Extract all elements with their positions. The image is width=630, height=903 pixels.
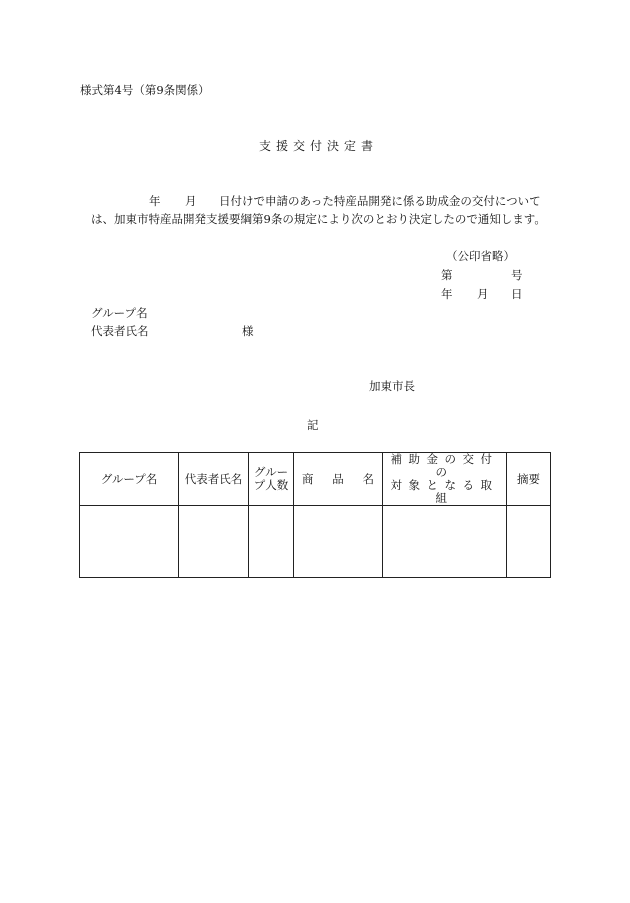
header-subsidy-target <box>383 453 507 506</box>
header-product-char-2: 品 <box>332 471 344 486</box>
header-rep-name: 代表者氏名 <box>179 453 249 506</box>
header-group-size-line-1: グルー <box>253 465 289 479</box>
cell-rep-name <box>179 506 249 578</box>
header-product-char-1: 商 <box>302 471 314 486</box>
header-product-name-text <box>294 473 382 486</box>
header-remarks: 摘要 <box>507 453 551 506</box>
issue-date-day: 日 <box>511 287 523 301</box>
cell-product-name <box>294 506 383 578</box>
table-header-row <box>80 453 551 506</box>
header-product-char-3: 名 <box>362 471 374 486</box>
header-group-size <box>249 453 294 506</box>
body-date-month: 月 <box>185 194 197 208</box>
form-number: 様式第4号（第9条関係） <box>80 83 210 97</box>
recipient-rep-label: 代表者氏名 <box>91 324 149 338</box>
issue-date-month: 月 <box>477 287 489 301</box>
document-title: 支援交付決定書 <box>259 139 379 153</box>
cell-group-name <box>80 506 179 578</box>
body-line-2: は、加東市特産品開発支援要綱第9条の規定により次のとおり決定したので通知します。 <box>91 212 546 226</box>
ki-marker: 記 <box>307 418 319 432</box>
header-group-size-line-2: プ人数 <box>253 478 289 492</box>
header-product-name <box>294 453 383 506</box>
table-row <box>80 506 551 578</box>
header-subsidy-line-1: 補助金の交付の <box>390 452 499 479</box>
subsidy-table <box>79 452 551 578</box>
header-group-name: グループ名 <box>80 453 179 506</box>
seal-omitted-note: （公印省略） <box>446 249 515 263</box>
issue-date-year: 年 <box>441 287 453 301</box>
cell-remarks <box>507 506 551 578</box>
body-line-1: 日付けで申請のあった特産品開発に係る助成金の交付について <box>219 194 541 208</box>
issue-number-suffix: 号 <box>511 268 523 282</box>
recipient-honorific: 様 <box>242 324 254 338</box>
recipient-group-label: グループ名 <box>91 306 148 320</box>
header-subsidy-line-2: 対象となる取組 <box>390 478 499 505</box>
cell-group-size <box>249 506 294 578</box>
body-date-year: 年 <box>149 194 161 208</box>
mayor-signature: 加東市長 <box>369 379 415 393</box>
issue-number-prefix: 第 <box>441 268 453 282</box>
cell-subsidy-target <box>383 506 507 578</box>
